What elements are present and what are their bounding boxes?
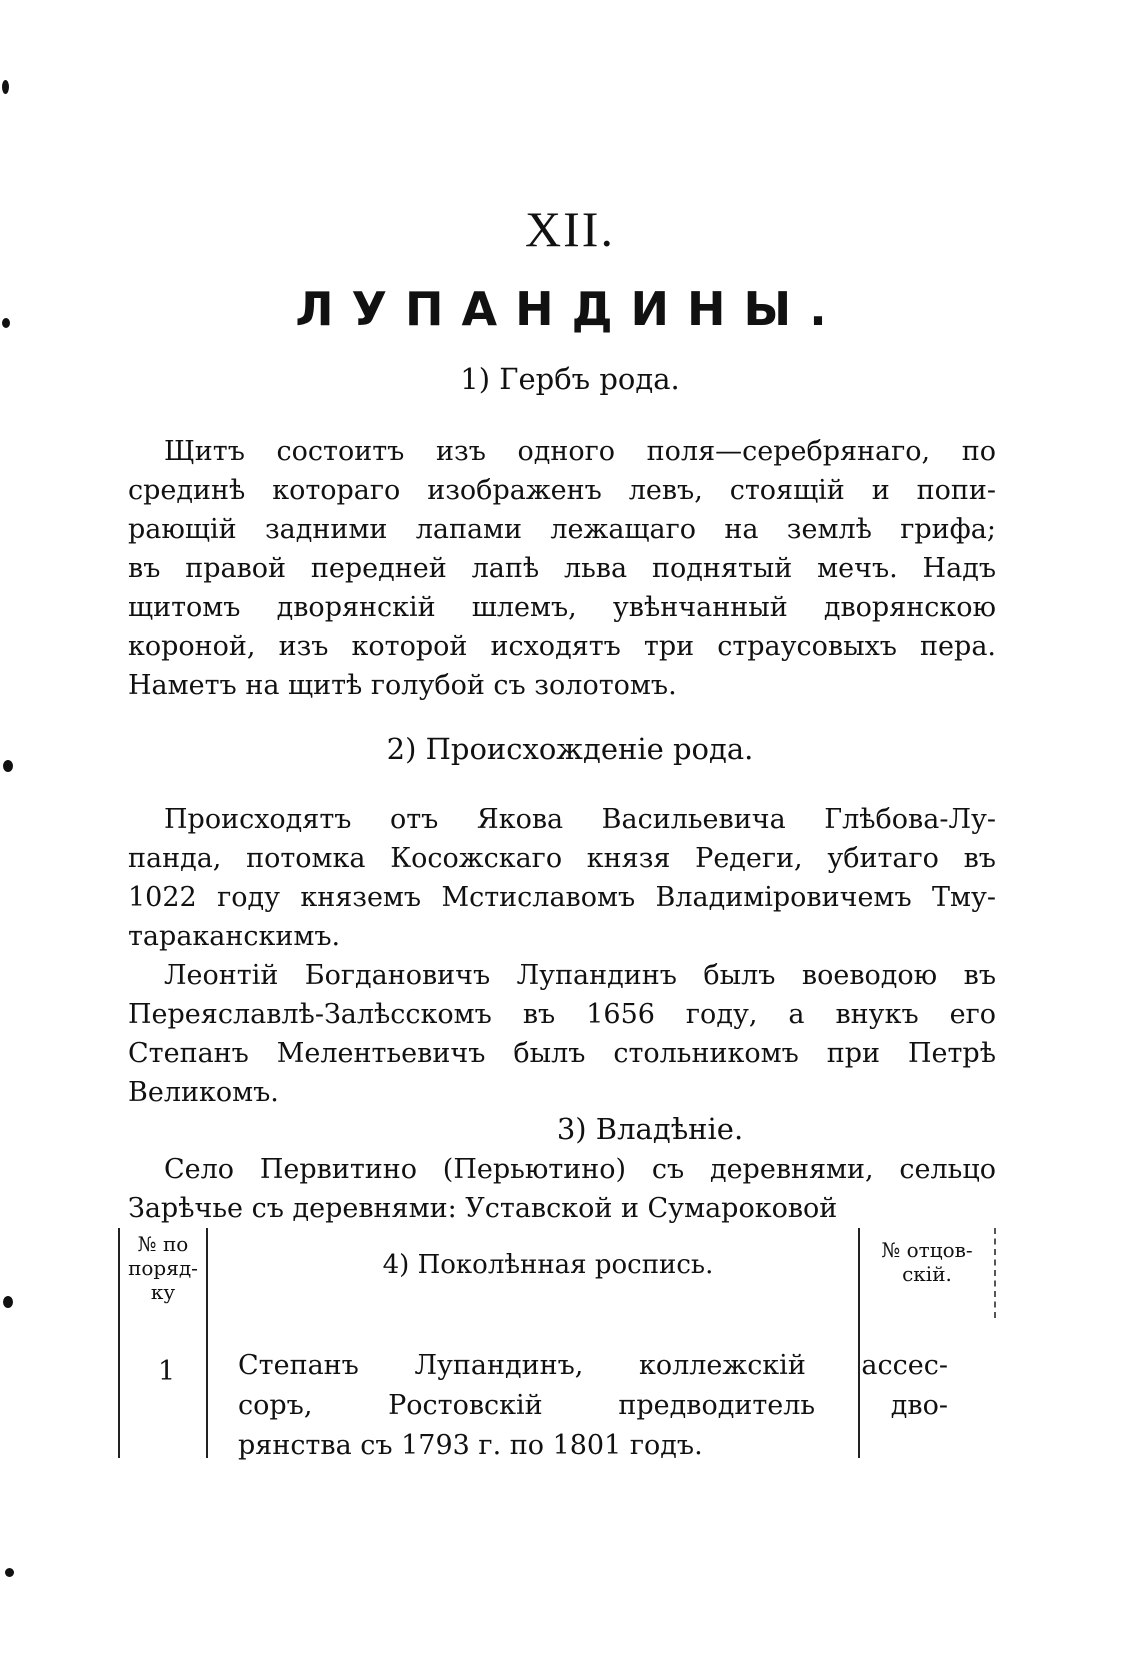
family-name-title: ЛУПАНДИНЫ. [295,282,845,336]
scan-speck [3,1296,13,1308]
column-header-father-number: № отцов- скій. [881,1238,973,1286]
text-line: 1022 году княземъ Мстиславомъ Владиміровичемъ Тму- [128,882,996,913]
text-line: въ правой передней лапѣ льва поднятый мечъ. Надъ [128,553,996,584]
text-line: панда, потомка Косожскаго князя Редеги, убитаго въ [128,843,996,874]
text-line: Происходятъ отъ Якова Васильевича Глѣбова-Лу- [164,804,996,835]
text-line: Зарѣчье съ деревнями: Уставской и Сумароковой [128,1193,838,1224]
text-line: Леонтій Богдановичъ Лупандинъ былъ воеводою въ [164,960,996,991]
text-line: срединѣ котораго изображенъ левъ, стоящій и попи- [128,475,996,506]
section-heading-possession: 3) Владѣніе. [556,1112,744,1146]
origin-paragraph-1 [128,800,996,956]
scan-speck [2,80,9,94]
coat-of-arms-paragraph [128,432,996,705]
text-line: Наметъ на щитѣ голубой съ золотомъ. [128,670,677,701]
text-line: соръ, Ростовскій предводитель дво- [238,1390,948,1421]
text-line: Степанъ Лупандинъ, коллежскій ассес- [238,1350,948,1381]
genealogy-table [118,1228,998,1461]
section-heading-origin: 2) Происхожденіе рода. [386,732,754,766]
text-line: Великомъ. [128,1077,279,1108]
entry-number: 1 [158,1356,176,1387]
text-line: щитомъ дворянскій шлемъ, увѣнчанный дворянскою [128,592,996,623]
scan-speck [5,1568,14,1577]
text-line: Щитъ состоитъ изъ одного поля—серебрянаго, по [164,436,996,467]
text-line: короной, изъ которой исходятъ три страусовыхъ пера. [128,631,996,662]
text-line: Степанъ Мелентьевичъ былъ стольникомъ при Петрѣ [128,1038,996,1069]
possession-paragraph [128,1150,996,1228]
chapter-number: XII. [525,201,615,257]
text-line: рающій задними лапами лежащаго на землѣ грифа; [128,514,996,545]
text-line: тараканскимъ. [128,921,341,952]
text-line: Переяславлѣ-Залѣсскомъ въ 1656 году, а внукъ его [128,999,996,1030]
text-line: рянства съ 1793 г. по 1801 годъ. [238,1430,703,1461]
table-border-left [118,1228,120,1458]
section-heading-genealogy: 4) Поколѣнная роспись. [382,1250,714,1280]
column-header-order-number: № по поряд- ку [128,1232,198,1304]
origin-paragraph-2 [128,956,996,1112]
section-heading-coat-of-arms: 1) Гербъ рода. [460,362,680,396]
genealogy-entry [238,1346,948,1466]
text-line: Село Первитино (Перьютино) съ деревнями, сельцо [164,1154,996,1185]
table-border-right [994,1228,996,1318]
